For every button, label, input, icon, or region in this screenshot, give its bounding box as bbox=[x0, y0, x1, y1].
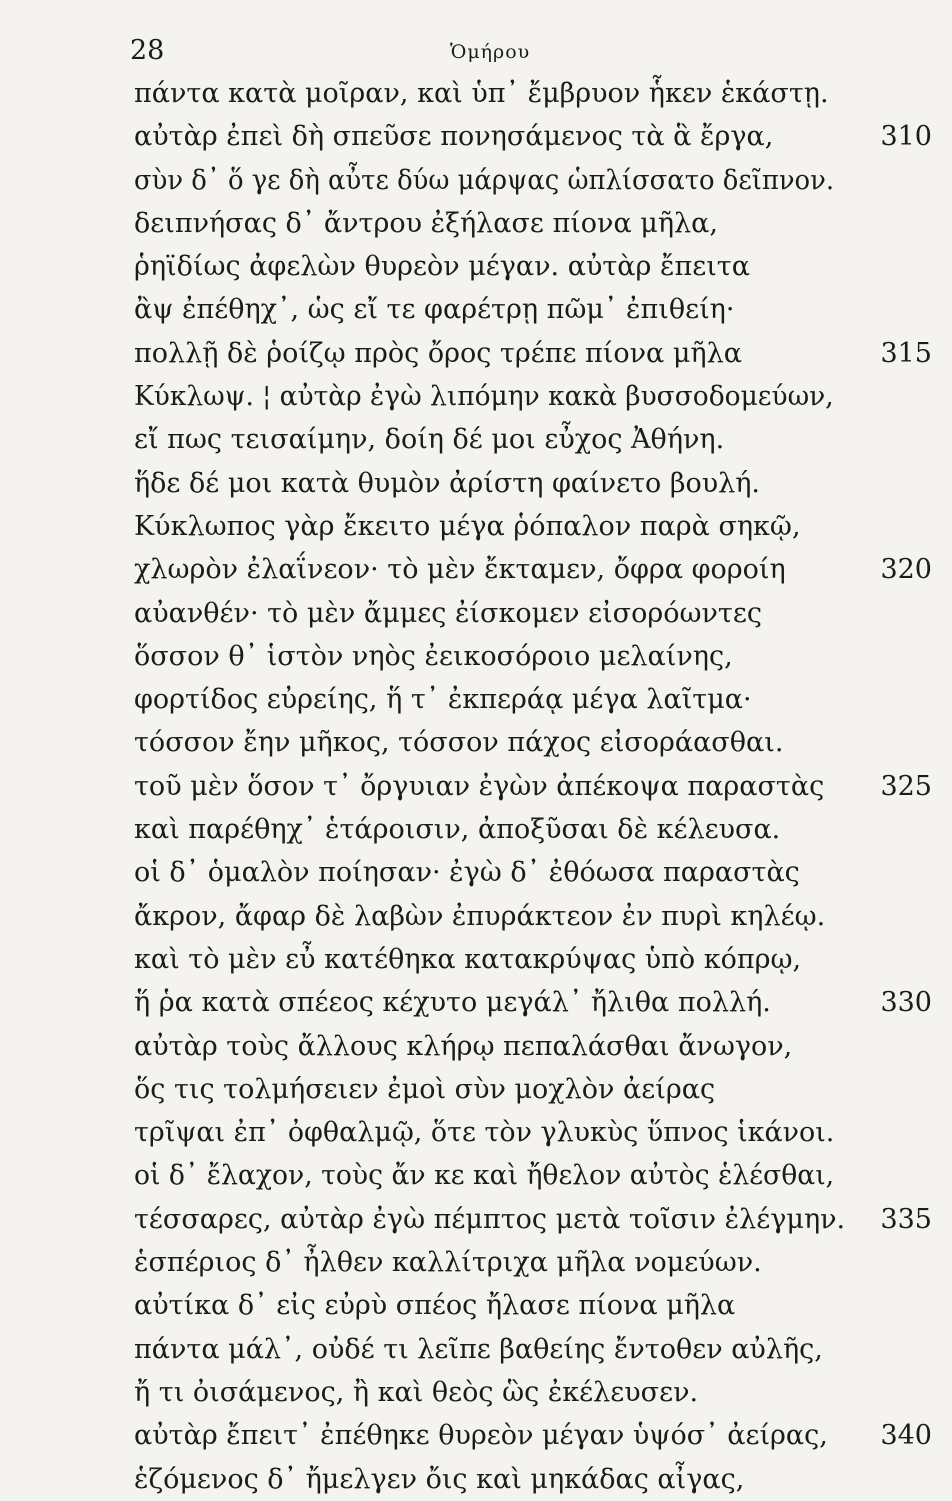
verse-line bbox=[134, 678, 934, 721]
verse-line bbox=[134, 72, 934, 115]
verse-line bbox=[134, 288, 934, 331]
verse-text: φορτίδος εὐρείης, ἥ τ᾽ ἐκπεράᾳ μέγα λαῖτμα· bbox=[134, 684, 752, 716]
verse-line bbox=[134, 1284, 934, 1327]
verse-line bbox=[134, 938, 934, 981]
verse-line bbox=[134, 635, 934, 678]
line-number: 320 bbox=[880, 554, 932, 586]
verse-text: καὶ τὸ μὲν εὖ κατέθηκα κατακρύψας ὑπὸ κόπρῳ, bbox=[134, 943, 802, 975]
line-number: 325 bbox=[880, 770, 932, 802]
verse-line bbox=[134, 1458, 934, 1501]
verse-text: πολλῇ δὲ ῥοίζῳ πρὸς ὄρος τρέπε πίονα μῆλα bbox=[134, 337, 742, 369]
verse-text: οἱ δ᾽ ἔλαχον, τοὺς ἄν κε καὶ ἤθελον αὐτὸς ἑλέσθαι, bbox=[134, 1160, 835, 1192]
verse-line bbox=[134, 1025, 934, 1068]
verse-line bbox=[134, 245, 934, 288]
verse-text: εἴ πως τεισαίμην, δοίη δέ μοι εὖχος Ἀθήνη. bbox=[134, 424, 725, 456]
verse-text: αὐτὰρ ἐπεὶ δὴ σπεῦσε πονησάμενος τὰ ἃ ἔργα, bbox=[134, 121, 774, 153]
verse-line bbox=[134, 159, 934, 202]
verse-text: ἂψ ἐπέθηχ᾽, ὡς εἴ τε φαρέτρῃ πῶμ᾽ ἐπιθείη· bbox=[134, 294, 735, 326]
verse-text: αὐτίκα δ᾽ εἰς εὐρὺ σπέος ἤλασε πίονα μῆλα bbox=[134, 1290, 736, 1322]
verse-line bbox=[134, 1111, 934, 1154]
verse-text: ἑσπέριος δ᾽ ἦλθεν καλλίτριχα μῆλα νομεύων. bbox=[134, 1247, 762, 1279]
verse-text: αὐτὰρ ἔπειτ᾽ ἐπέθηκε θυρεὸν μέγαν ὑψόσ᾽ ἀείρας, bbox=[134, 1420, 828, 1452]
page-number: 28 bbox=[130, 35, 165, 66]
verse-line bbox=[134, 1371, 934, 1414]
verse-text: ῥηϊδίως ἀφελὼν θυρεὸν μέγαν. αὐτὰρ ἔπειτα bbox=[134, 251, 750, 283]
verse-text: τοῦ μὲν ὅσον τ᾽ ὄργυιαν ἐγὼν ἀπέκοψα παραστὰς bbox=[134, 770, 825, 802]
verse-text: δειπνήσας δ᾽ ἄντρου ἐξήλασε πίονα μῆλα, bbox=[134, 207, 718, 239]
verse-text: πάντα μάλ᾽, οὐδέ τι λεῖπε βαθείης ἔντοθεν αὐλῆς, bbox=[134, 1333, 823, 1365]
verse-line bbox=[134, 462, 934, 505]
line-number: 335 bbox=[880, 1203, 932, 1235]
running-head: Ὁμήρου bbox=[450, 41, 531, 63]
verse-line bbox=[134, 505, 934, 548]
verse-line bbox=[134, 548, 934, 591]
verse-line bbox=[134, 895, 934, 938]
verse-line bbox=[134, 765, 934, 808]
verse-text: καὶ παρέθηχ᾽ ἑτάροισιν, ἀποξῦσαι δὲ κέλευσα. bbox=[134, 814, 781, 846]
verse-line bbox=[134, 1241, 934, 1284]
line-number: 340 bbox=[880, 1420, 932, 1452]
verse-text: ὅσσον θ᾽ ἱστὸν νηὸς ἐεικοσόροιο μελαίνης, bbox=[134, 640, 733, 672]
verse-line bbox=[134, 1414, 934, 1457]
verse-text: τρῖψαι ἐπ᾽ ὀφθαλμῷ, ὅτε τὸν γλυκὺς ὕπνος ἱκάνοι. bbox=[134, 1117, 835, 1149]
verse-line bbox=[134, 981, 934, 1024]
line-number: 310 bbox=[880, 121, 932, 153]
verse-text: ἤ τι ὀισάμενος, ἢ καὶ θεὸς ὣς ἐκέλευσεν. bbox=[134, 1376, 699, 1408]
verse-line bbox=[134, 1328, 934, 1371]
verse-text: ἥδε δέ μοι κατὰ θυμὸν ἀρίστη φαίνετο βουλή. bbox=[134, 467, 760, 499]
verse-line bbox=[134, 592, 934, 635]
verse-text: ἥ ῥα κατὰ σπέεος κέχυτο μεγάλ᾽ ἤλιθα πολλή. bbox=[134, 987, 771, 1019]
poem-text bbox=[134, 72, 934, 1501]
verse-text: χλωρὸν ἐλαΐνεον· τὸ μὲν ἔκταμεν, ὄφρα φοροίη bbox=[134, 554, 786, 586]
verse-line bbox=[134, 851, 934, 894]
verse-text: πάντα κατὰ μοῖραν, καὶ ὑπ᾽ ἔμβρυον ἧκεν ἑκάστῃ. bbox=[134, 78, 829, 109]
verse-text: τόσσον ἔην μῆκος, τόσσον πάχος εἰσοράασθαι. bbox=[134, 727, 784, 759]
verse-line bbox=[134, 202, 934, 245]
verse-line bbox=[134, 418, 934, 461]
verse-text: Κύκλωψ. ¦ αὐτὰρ ἐγὼ λιπόμην κακὰ βυσσοδομεύων, bbox=[134, 381, 834, 413]
verse-text: τέσσαρες, αὐτὰρ ἐγὼ πέμπτος μετὰ τοῖσιν ἐλέγμην. bbox=[134, 1203, 846, 1235]
verse-text: οἱ δ᾽ ὁμαλὸν ποίησαν· ἐγὼ δ᾽ ἐθόωσα παραστὰς bbox=[134, 857, 800, 889]
verse-text: σὺν δ᾽ ὅ γε δὴ αὖτε δύω μάρψας ὡπλίσσατο δεῖπνον. bbox=[134, 164, 835, 196]
line-number: 315 bbox=[880, 337, 932, 369]
verse-line bbox=[134, 332, 934, 375]
verse-text: αὐτὰρ τοὺς ἄλλους κλήρῳ πεπαλάσθαι ἄνωγον, bbox=[134, 1030, 793, 1062]
verse-line bbox=[134, 1068, 934, 1111]
verse-line bbox=[134, 375, 934, 418]
verse-line bbox=[134, 721, 934, 764]
verse-line bbox=[134, 1198, 934, 1241]
verse-text: ὅς τις τολμήσειεν ἐμοὶ σὺν μοχλὸν ἀείρας bbox=[134, 1073, 716, 1105]
verse-text: Κύκλωπος γὰρ ἔκειτο μέγα ῥόπαλον παρὰ σηκῷ, bbox=[134, 510, 801, 542]
verse-line bbox=[134, 1154, 934, 1197]
verse-line bbox=[134, 115, 934, 158]
line-number: 330 bbox=[880, 987, 932, 1019]
verse-line bbox=[134, 808, 934, 851]
verse-text: αὐανθέν· τὸ μὲν ἄμμες ἐίσκομεν εἰσορόωντες bbox=[134, 597, 762, 629]
verse-text: ἄκρον, ἄφαρ δὲ λαβὼν ἐπυράκτεον ἐν πυρὶ κηλέῳ. bbox=[134, 900, 826, 932]
verse-text: ἑζόμενος δ᾽ ἤμελγεν ὄις καὶ μηκάδας αἶγας, bbox=[134, 1463, 745, 1495]
